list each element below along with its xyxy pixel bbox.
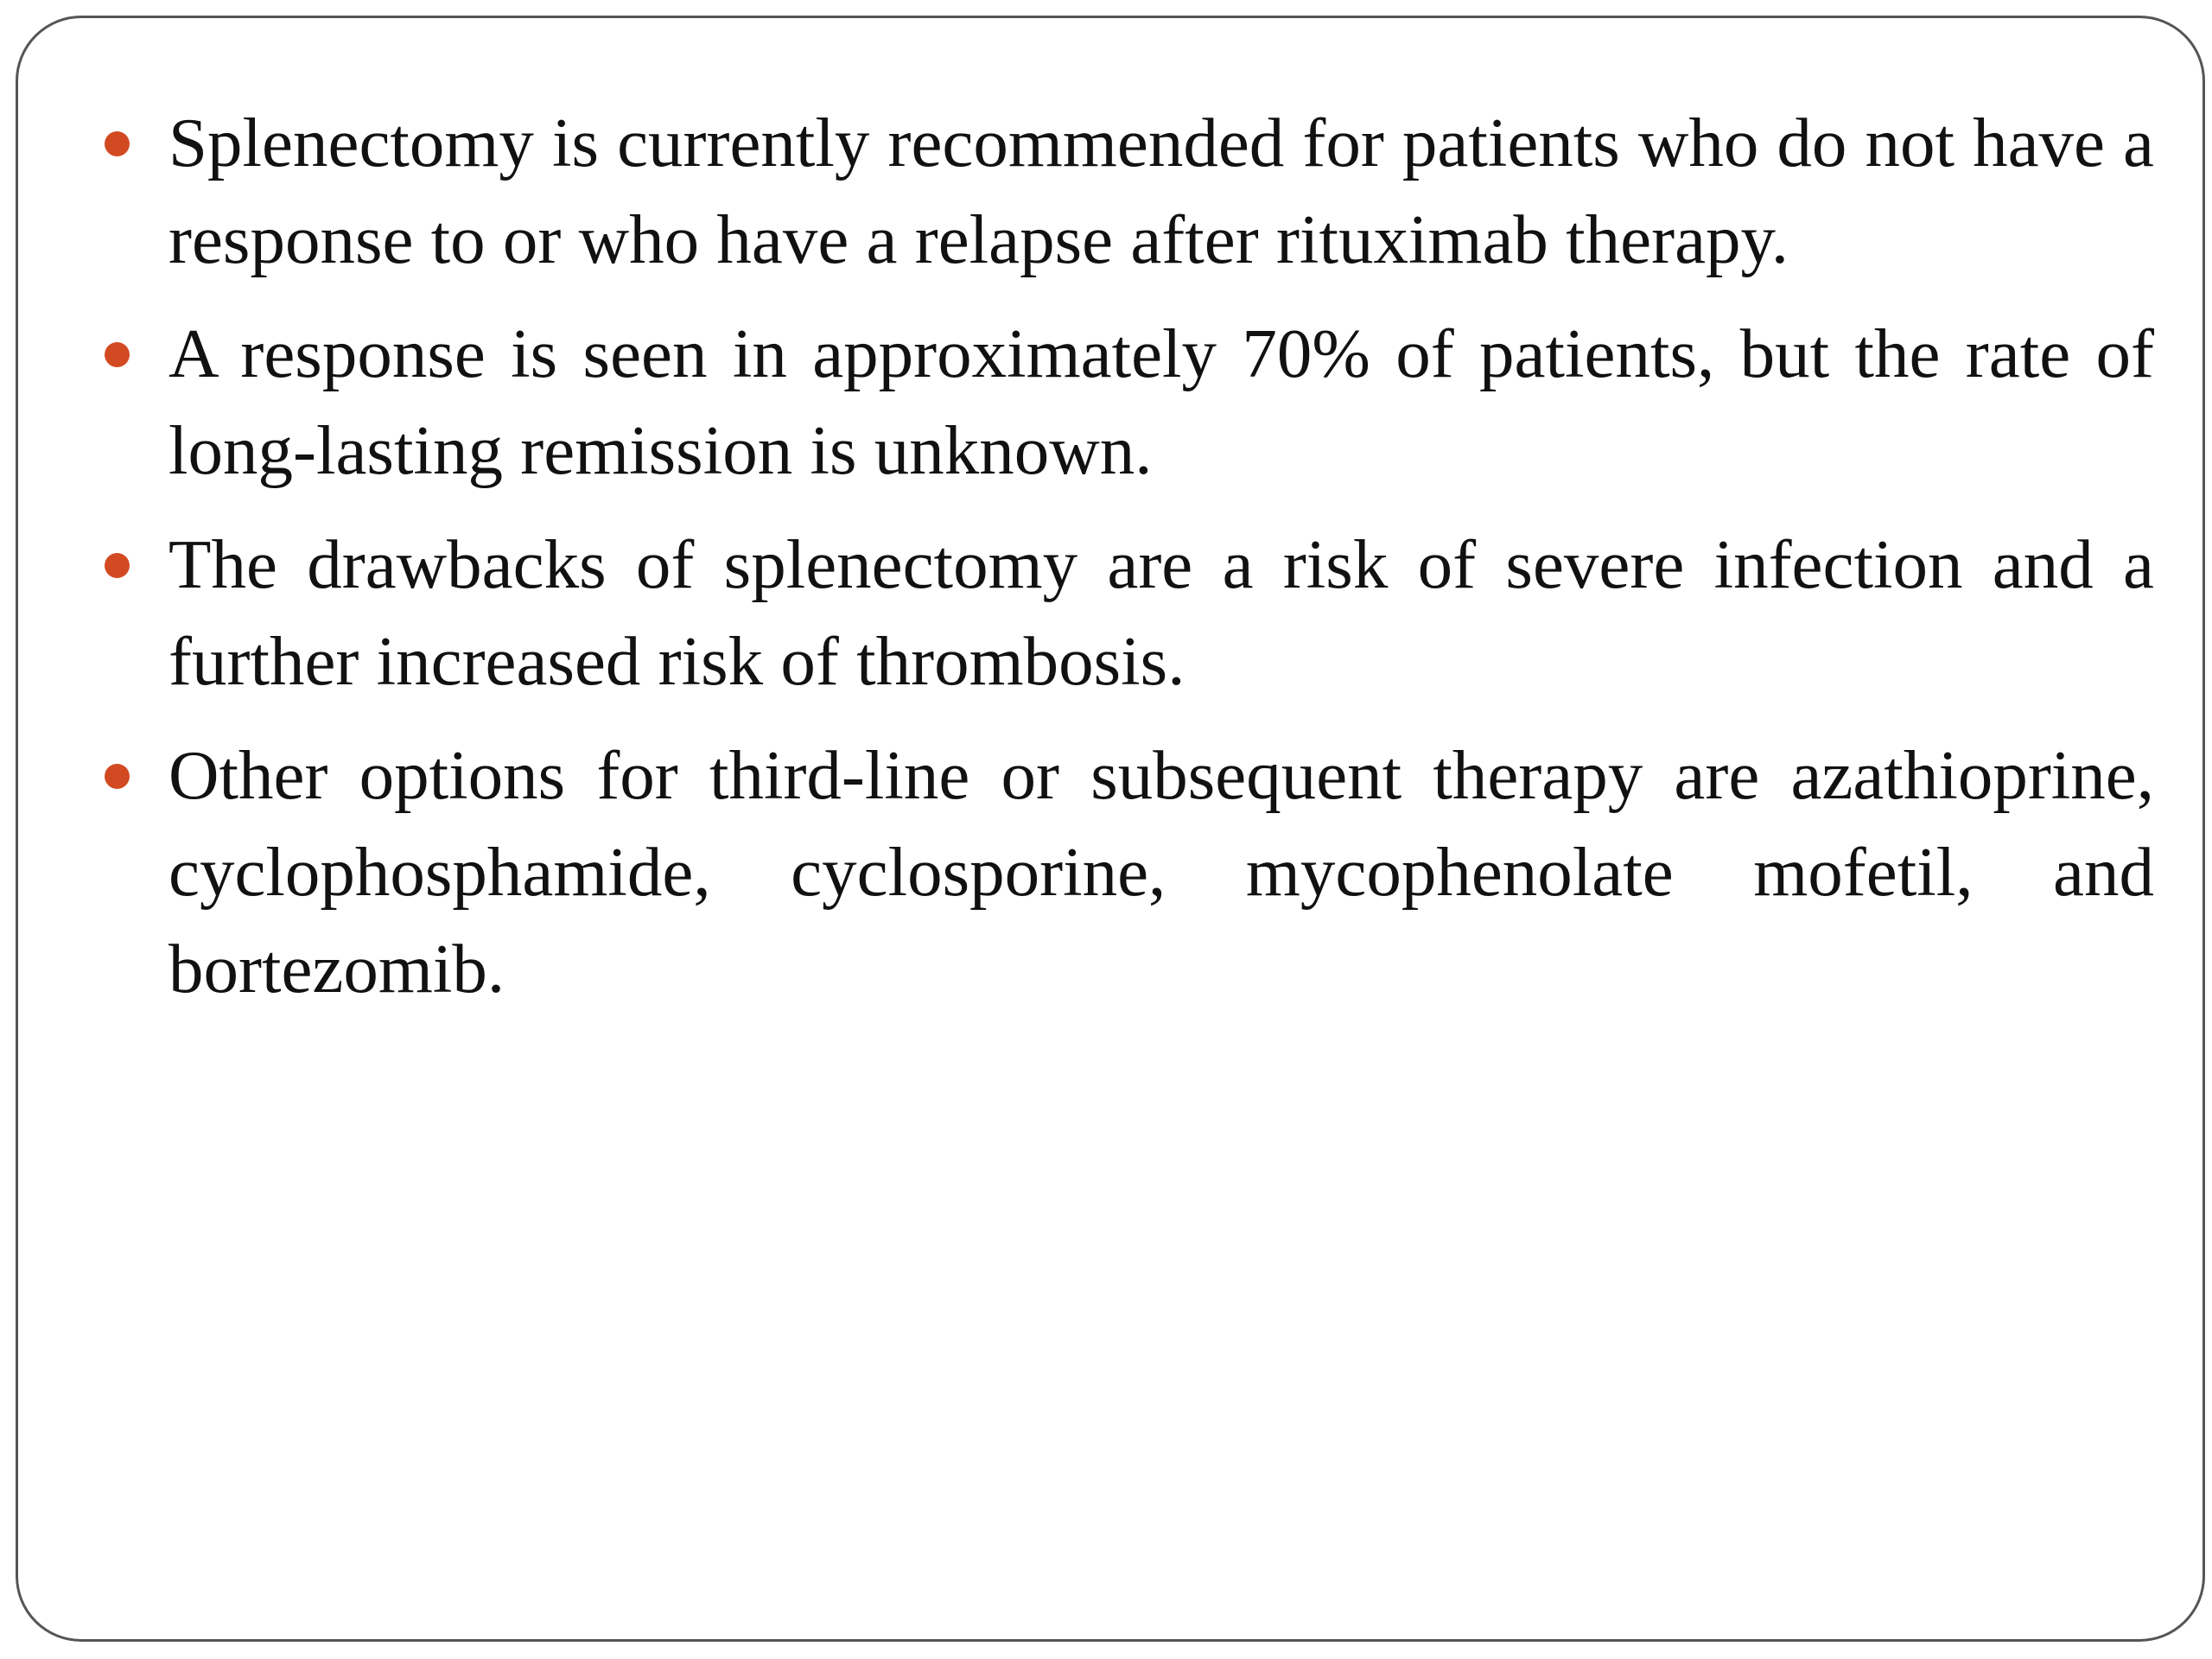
bullet-list — [105, 94, 2154, 1034]
bullet-dot-icon — [105, 764, 130, 789]
bullet-item — [105, 94, 2154, 288]
bullet-item — [105, 516, 2154, 709]
bullet-text: Other options for third-line or subsequent therapy are azathioprine, cyclophosphamide, cyclosporine, mycophenolate mofetil, and bortezomib. — [168, 736, 2154, 1007]
bullet-text: The drawbacks of splenectomy are a risk of severe infection and a further increased risk of thrombosis. — [168, 525, 2154, 700]
bullet-item — [105, 727, 2154, 1017]
bullet-dot-icon — [105, 131, 130, 156]
slide-frame — [16, 16, 2205, 1642]
bullet-item — [105, 305, 2154, 499]
bullet-text: Splenectomy is currently recommended for patients who do not have a response to or who have a relapse after rituximab therapy. — [168, 104, 2154, 278]
bullet-text: A response is seen in approximately 70% of patients, but the rate of long-lasting remission is unknown. — [168, 315, 2154, 489]
bullet-dot-icon — [105, 342, 130, 367]
bullet-dot-icon — [105, 553, 130, 578]
